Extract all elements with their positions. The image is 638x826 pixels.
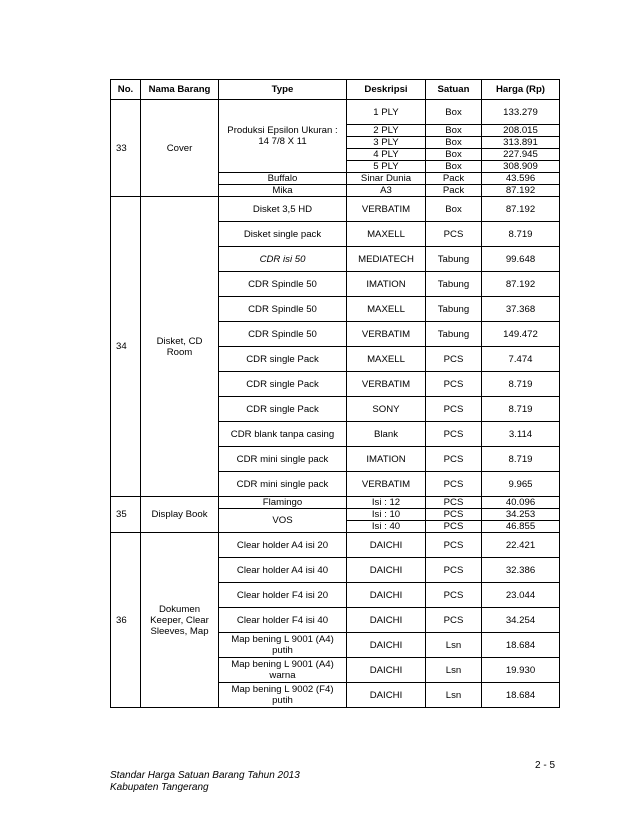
type-cell: CDR isi 50: [219, 247, 347, 272]
harga-cell: 18.684: [482, 633, 560, 658]
type-cell: Produksi Epsilon Ukuran : 14 7/8 X 11: [219, 100, 347, 173]
harga-cell: 40.096: [482, 497, 560, 509]
satuan-cell: Box: [426, 137, 482, 149]
harga-cell: 43.596: [482, 173, 560, 185]
satuan-cell: Lsn: [426, 633, 482, 658]
satuan-cell: Tabung: [426, 272, 482, 297]
type-cell: CDR single Pack: [219, 397, 347, 422]
satuan-cell: Pack: [426, 185, 482, 197]
type-cell: Buffalo: [219, 173, 347, 185]
deskripsi-cell: VERBATIM: [347, 197, 426, 222]
deskripsi-cell: DAICHI: [347, 608, 426, 633]
deskripsi-cell: 3 PLY: [347, 137, 426, 149]
harga-cell: 34.253: [482, 509, 560, 521]
satuan-cell: PCS: [426, 583, 482, 608]
deskripsi-cell: MAXELL: [347, 347, 426, 372]
satuan-cell: PCS: [426, 608, 482, 633]
deskripsi-cell: VERBATIM: [347, 472, 426, 497]
type-cell: Clear holder A4 isi 40: [219, 558, 347, 583]
item-no: 33: [111, 100, 141, 197]
harga-cell: 7.474: [482, 347, 560, 372]
deskripsi-cell: 5 PLY: [347, 161, 426, 173]
satuan-cell: Lsn: [426, 658, 482, 683]
deskripsi-cell: MEDIATECH: [347, 247, 426, 272]
deskripsi-cell: DAICHI: [347, 683, 426, 708]
harga-cell: 22.421: [482, 533, 560, 558]
deskripsi-cell: Isi : 10: [347, 509, 426, 521]
item-name: Disket, CD Room: [141, 197, 219, 497]
harga-cell: 87.192: [482, 185, 560, 197]
header-nama-barang: Nama Barang: [141, 80, 219, 100]
header-row: [111, 80, 560, 100]
satuan-cell: Box: [426, 100, 482, 125]
page-number: 2 - 5: [535, 760, 556, 771]
satuan-cell: PCS: [426, 372, 482, 397]
harga-cell: 19.930: [482, 658, 560, 683]
satuan-cell: Tabung: [426, 322, 482, 347]
type-cell: CDR single Pack: [219, 347, 347, 372]
type-cell: CDR single Pack: [219, 372, 347, 397]
type-cell: CDR mini single pack: [219, 472, 347, 497]
type-cell: Map bening L 9001 (A4) putih: [219, 633, 347, 658]
type-cell: Clear holder F4 isi 20: [219, 583, 347, 608]
header-no: No.: [111, 80, 141, 100]
deskripsi-cell: SONY: [347, 397, 426, 422]
type-cell: CDR Spindle 50: [219, 297, 347, 322]
deskripsi-cell: Blank: [347, 422, 426, 447]
type-cell: VOS: [219, 509, 347, 533]
harga-cell: 9.965: [482, 472, 560, 497]
type-cell: Map bening L 9001 (A4) warna: [219, 658, 347, 683]
table-row: [111, 100, 560, 125]
harga-cell: 34.254: [482, 608, 560, 633]
harga-cell: 308.909: [482, 161, 560, 173]
harga-cell: 8.719: [482, 447, 560, 472]
deskripsi-cell: Isi : 12: [347, 497, 426, 509]
table-row: [111, 533, 560, 558]
satuan-cell: Box: [426, 149, 482, 161]
deskripsi-cell: VERBATIM: [347, 322, 426, 347]
header-deskripsi: Deskripsi: [347, 80, 426, 100]
type-cell: CDR mini single pack: [219, 447, 347, 472]
satuan-cell: PCS: [426, 497, 482, 509]
deskripsi-cell: DAICHI: [347, 558, 426, 583]
harga-cell: 87.192: [482, 197, 560, 222]
harga-cell: 8.719: [482, 222, 560, 247]
harga-cell: 46.855: [482, 521, 560, 533]
satuan-cell: PCS: [426, 422, 482, 447]
deskripsi-cell: 4 PLY: [347, 149, 426, 161]
deskripsi-cell: IMATION: [347, 272, 426, 297]
deskripsi-cell: DAICHI: [347, 658, 426, 683]
deskripsi-cell: IMATION: [347, 447, 426, 472]
deskripsi-cell: Isi : 40: [347, 521, 426, 533]
satuan-cell: PCS: [426, 397, 482, 422]
deskripsi-cell: DAICHI: [347, 633, 426, 658]
harga-cell: 23.044: [482, 583, 560, 608]
type-cell: Clear holder A4 isi 20: [219, 533, 347, 558]
type-cell: Disket single pack: [219, 222, 347, 247]
satuan-cell: Tabung: [426, 247, 482, 272]
harga-cell: 208.015: [482, 125, 560, 137]
satuan-cell: PCS: [426, 521, 482, 533]
header-type: Type: [219, 80, 347, 100]
item-name: Dokumen Keeper, Clear Sleeves, Map: [141, 533, 219, 708]
satuan-cell: Lsn: [426, 683, 482, 708]
harga-cell: 99.648: [482, 247, 560, 272]
type-cell: Disket 3,5 HD: [219, 197, 347, 222]
harga-cell: 227.945: [482, 149, 560, 161]
satuan-cell: PCS: [426, 222, 482, 247]
satuan-cell: PCS: [426, 472, 482, 497]
harga-cell: 32.386: [482, 558, 560, 583]
item-no: 34: [111, 197, 141, 497]
satuan-cell: Box: [426, 161, 482, 173]
type-cell: Clear holder F4 isi 40: [219, 608, 347, 633]
deskripsi-cell: DAICHI: [347, 583, 426, 608]
table-row: [111, 197, 560, 222]
harga-cell: 3.114: [482, 422, 560, 447]
deskripsi-cell: A3: [347, 185, 426, 197]
type-cell: Mika: [219, 185, 347, 197]
deskripsi-cell: MAXELL: [347, 222, 426, 247]
satuan-cell: PCS: [426, 558, 482, 583]
type-cell: Map bening L 9002 (F4) putih: [219, 683, 347, 708]
item-no: 36: [111, 533, 141, 708]
item-name: Display Book: [141, 497, 219, 533]
deskripsi-cell: 2 PLY: [347, 125, 426, 137]
harga-cell: 8.719: [482, 397, 560, 422]
harga-cell: 87.192: [482, 272, 560, 297]
type-cell: CDR Spindle 50: [219, 272, 347, 297]
harga-cell: 37.368: [482, 297, 560, 322]
header-harga: Harga (Rp): [482, 80, 560, 100]
harga-cell: 18.684: [482, 683, 560, 708]
harga-cell: 8.719: [482, 372, 560, 397]
price-table: [110, 79, 560, 708]
type-cell: Flamingo: [219, 497, 347, 509]
deskripsi-cell: MAXELL: [347, 297, 426, 322]
footer-line-1: Standar Harga Satuan Barang Tahun 2013: [110, 770, 300, 781]
satuan-cell: Pack: [426, 173, 482, 185]
item-name: Cover: [141, 100, 219, 197]
satuan-cell: PCS: [426, 347, 482, 372]
footer-line-2: Kabupaten Tangerang: [110, 782, 209, 793]
satuan-cell: Box: [426, 197, 482, 222]
header-satuan: Satuan: [426, 80, 482, 100]
deskripsi-cell: DAICHI: [347, 533, 426, 558]
satuan-cell: Tabung: [426, 297, 482, 322]
deskripsi-cell: Sinar Dunia: [347, 173, 426, 185]
item-no: 35: [111, 497, 141, 533]
harga-cell: 313.891: [482, 137, 560, 149]
satuan-cell: Box: [426, 125, 482, 137]
footer: [110, 770, 300, 794]
type-cell: CDR Spindle 50: [219, 322, 347, 347]
harga-cell: 149.472: [482, 322, 560, 347]
table-row: [111, 497, 560, 509]
satuan-cell: PCS: [426, 533, 482, 558]
type-cell: CDR blank tanpa casing: [219, 422, 347, 447]
deskripsi-cell: VERBATIM: [347, 372, 426, 397]
satuan-cell: PCS: [426, 447, 482, 472]
deskripsi-cell: 1 PLY: [347, 100, 426, 125]
harga-cell: 133.279: [482, 100, 560, 125]
satuan-cell: PCS: [426, 509, 482, 521]
